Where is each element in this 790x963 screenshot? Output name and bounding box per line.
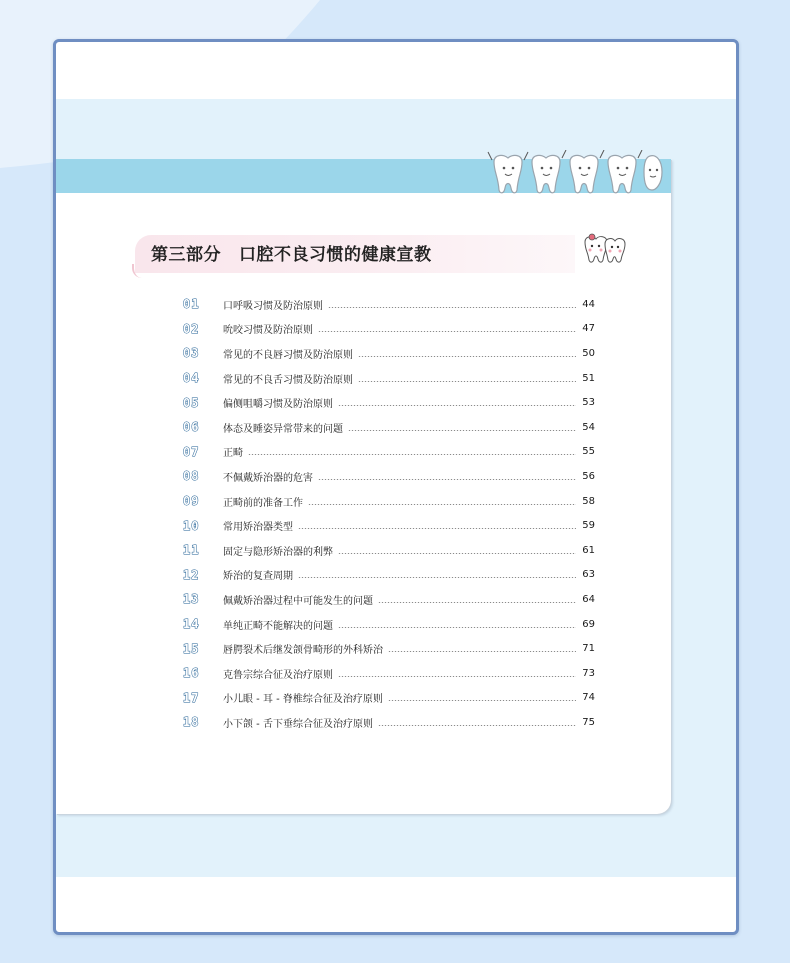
toc-entry-page: 69 [582,618,595,630]
toc-entry-title: 体态及睡姿异常带来的问题 [223,423,343,435]
toc-leader-dots [328,307,576,308]
toc-entry-number: 15 [183,641,200,656]
toc-entry-number: 10 [183,518,200,533]
toc-entry[interactable] [183,612,595,637]
toc-entry-number: 09 [183,494,200,509]
toc-entry-number: 02 [183,321,200,336]
section-title-text: 口腔不良习惯的健康宣教 [239,245,432,265]
toc-entry-page: 55 [582,446,595,458]
toc-leader-dots [338,627,576,628]
toc-entry[interactable] [183,317,595,342]
toc-entry-page: 59 [582,520,595,532]
toc-entry[interactable] [183,341,595,366]
toc-entry-title: 小儿眼 - 耳 - 脊椎综合征及治疗原则 [223,694,383,706]
toc-leader-dots [318,331,576,332]
toc-entry-title: 不佩戴矫治器的危害 [223,472,313,484]
toc-leader-dots [248,454,576,455]
toc-leader-dots [378,725,576,726]
toc-entry[interactable] [183,464,595,489]
toc-entry-number: 13 [183,592,200,607]
toc-entry-title: 口呼吸习惯及防治原则 [223,300,323,312]
toc-entry-page: 53 [582,397,595,409]
toc-entry[interactable] [183,489,595,514]
toc-entry-title: 常见的不良唇习惯及防治原则 [223,349,353,361]
toc-entry-page: 56 [582,470,595,482]
toc-entry[interactable] [183,415,595,440]
toc-entry-number: 08 [183,469,200,484]
toc-leader-dots [348,430,576,431]
toc-entry-number: 18 [183,715,200,730]
toc-entry-title: 常用矫治器类型 [223,522,293,534]
toc-entry-title: 固定与隐形矫治器的利弊 [223,546,333,558]
toc-leader-dots [388,651,576,652]
toc-entry-page: 64 [582,593,595,605]
toc-entry-title: 佩戴矫治器过程中可能发生的问题 [223,595,373,607]
toc-entry-number: 04 [183,371,200,386]
section-title [151,240,432,265]
toc-entry-page: 75 [582,716,595,728]
toc-entry-number: 11 [183,543,200,558]
toc-entry-page: 58 [582,495,595,507]
toc-entry-title: 单纯正畸不能解决的问题 [223,620,333,632]
toc-entry[interactable] [183,292,595,317]
toc-entry-number: 16 [183,666,200,681]
page-frame [53,39,739,935]
toc-entry[interactable] [183,366,595,391]
toc-leader-dots [358,356,576,357]
toc-leader-dots [338,676,576,677]
toc-entry[interactable] [183,636,595,661]
toc-entry-page: 50 [582,347,595,359]
toc-entry[interactable] [183,513,595,538]
toc-entry-page: 74 [582,692,595,704]
toc-leader-dots [298,577,576,578]
smiling-teeth-row-icon [486,150,676,198]
toc-entry-title: 吮咬习惯及防治原则 [223,325,313,337]
toc-entry-title: 克鲁宗综合征及治疗原则 [223,669,333,681]
toc-leader-dots [388,700,576,701]
toc-entry-title: 正畸前的准备工作 [223,497,303,509]
toc-entry[interactable] [183,440,595,465]
table-of-contents [183,292,595,735]
toc-entry-title: 小下颌 - 舌下垂综合征及治疗原则 [223,718,373,730]
toc-entry-page: 54 [582,421,595,433]
toc-entry-page: 44 [582,298,595,310]
toc-entry-page: 61 [582,544,595,556]
toc-entry[interactable] [183,710,595,735]
toc-entry-title: 唇腭裂术后继发颌骨畸形的外科矫治 [223,645,383,657]
section-part-label: 第三部分 [151,245,221,265]
toc-entry-number: 14 [183,617,200,632]
toc-entry-page: 63 [582,569,595,581]
toc-entry[interactable] [183,390,595,415]
toc-entry-page: 51 [582,372,595,384]
cartoon-teeth-mascot-icon [581,232,627,264]
toc-entry-title: 正畸 [223,448,243,460]
toc-leader-dots [358,381,576,382]
toc-entry-number: 06 [183,420,200,435]
toc-entry[interactable] [183,563,595,588]
toc-entry[interactable] [183,538,595,563]
toc-entry-title: 偏侧咀嚼习惯及防治原则 [223,399,333,411]
toc-entry[interactable] [183,686,595,711]
toc-entry-page: 71 [582,643,595,655]
toc-entry[interactable] [183,661,595,686]
toc-entry[interactable] [183,587,595,612]
toc-entry-number: 17 [183,690,200,705]
toc-entry-number: 12 [183,567,200,582]
toc-entry-number: 01 [183,297,200,312]
toc-leader-dots [308,504,576,505]
toc-entry-number: 07 [183,444,200,459]
toc-leader-dots [378,602,576,603]
toc-entry-title: 常见的不良舌习惯及防治原则 [223,374,353,386]
toc-leader-dots [318,479,576,480]
toc-entry-page: 73 [582,667,595,679]
toc-entry-title: 矫治的复查周期 [223,571,293,583]
toc-leader-dots [338,405,576,406]
toc-entry-page: 47 [582,323,595,335]
toc-entry-number: 03 [183,346,200,361]
toc-leader-dots [298,528,576,529]
toc-entry-number: 05 [183,395,200,410]
toc-leader-dots [338,553,576,554]
